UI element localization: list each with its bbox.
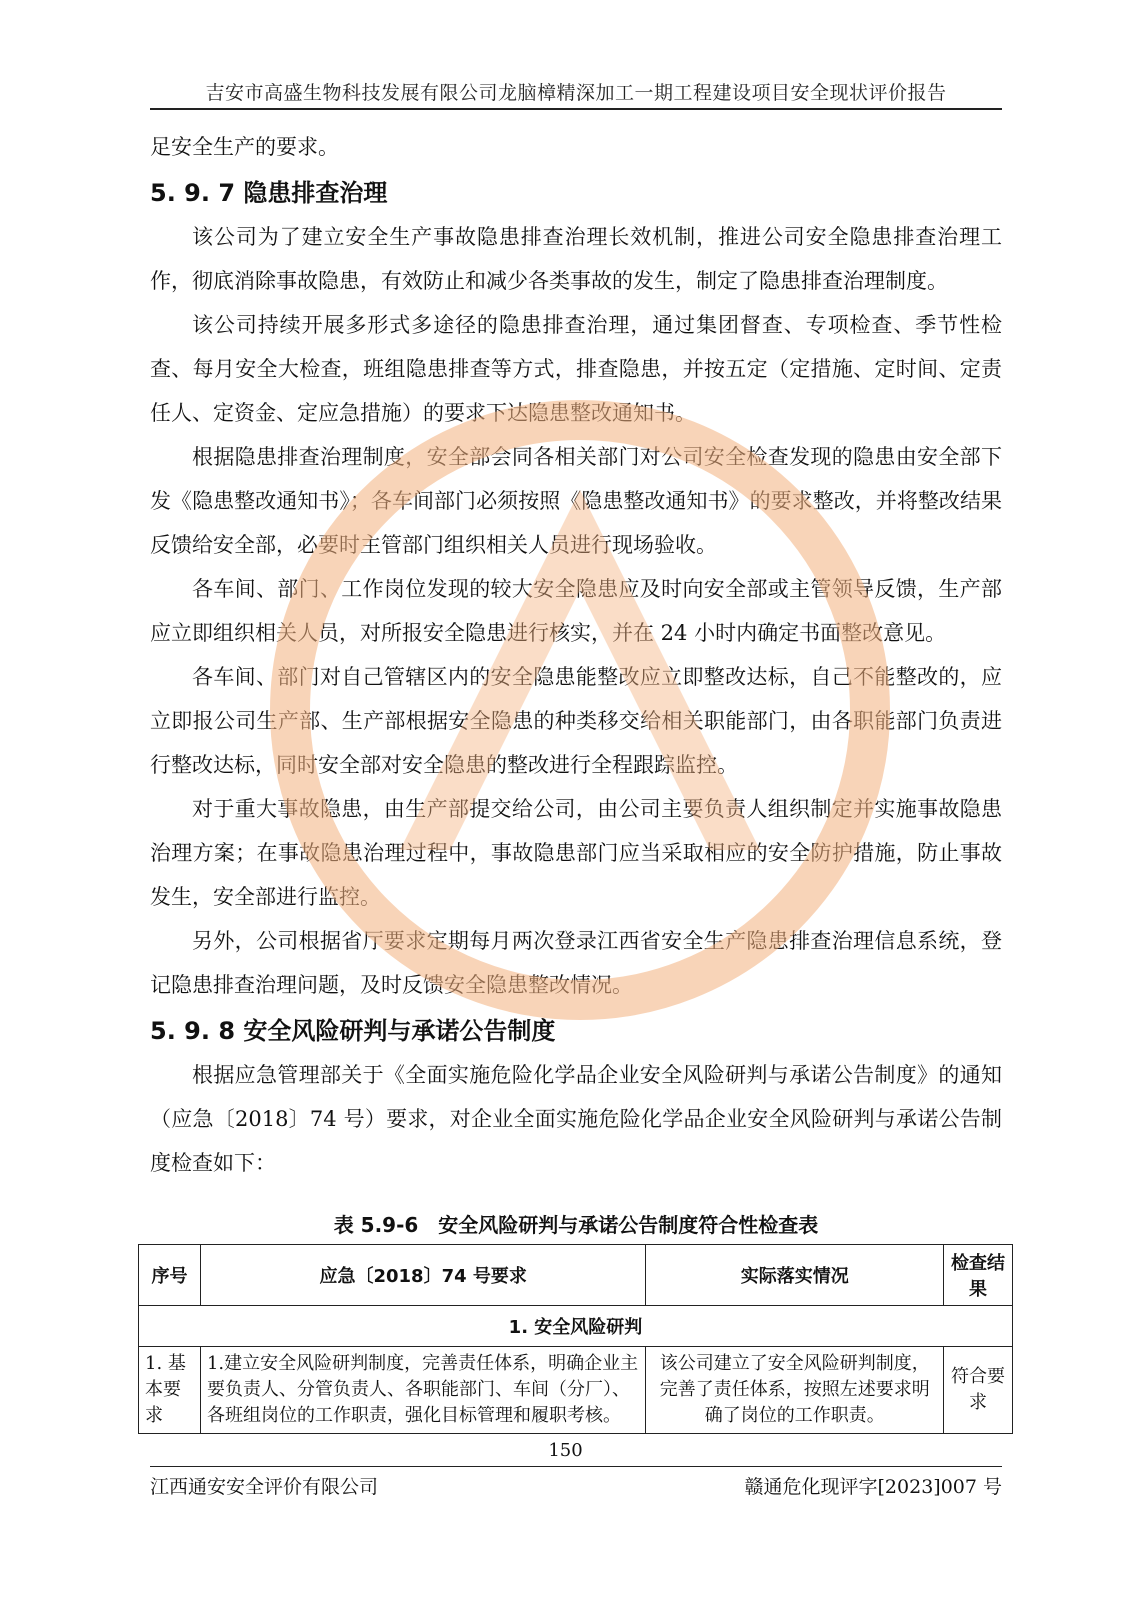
paragraph-597-7: 另外，公司根据省厅要求定期每月两次登录江西省安全生产隐患排查治理信息系统，登记隐患排查治理问题，及时反馈安全隐患整改情况。 — [150, 929, 1002, 997]
table-header-no: 序号 — [139, 1245, 201, 1306]
table-cell-requirement: 1.建立安全风险研判制度，完善责任体系，明确企业主要负责人、分管负责人、各职能部门、车间（分厂）、各班组岗位的工作职责，强化目标管理和履职考核。 — [200, 1347, 645, 1434]
table-cell-status: 该公司建立了安全风险研判制度，完善了责任体系，按照左述要求明确了岗位的工作职责。 — [646, 1347, 944, 1434]
compliance-check-table — [138, 1244, 1013, 1434]
paragraph-597-3: 根据隐患排查治理制度，安全部会同各相关部门对公司安全检查发现的隐患由安全部下发《隐患整改通知书》；各车间部门必须按照《隐患整改通知书》的要求整改，并将整改结果反馈给安全部，必要时主管部门组织相关人员进行现场验收。 — [150, 445, 1002, 557]
footer-doc-number: 赣通危化现评字[2023]007 号 — [744, 1476, 1002, 1498]
paragraph-597-4: 各车间、部门、工作岗位发现的较大安全隐患应及时向安全部或主管领导反馈，生产部应立即组织相关人员，对所报安全隐患进行核实，并在 24 小时内确定书面整改意见。 — [150, 577, 1002, 645]
lead-paragraph: 足安全生产的要求。 — [150, 135, 339, 159]
table-header-requirement: 应急〔2018〕74 号要求 — [200, 1245, 645, 1306]
table-header-status: 实际落实情况 — [646, 1245, 944, 1306]
table-section-row — [139, 1306, 1013, 1347]
table-cell-no: 1. 基本要求 — [139, 1347, 201, 1434]
table-caption: 表 5.9-6 安全风险研判与承诺公告制度符合性检查表 — [333, 1213, 819, 1237]
section-heading-597: 5. 9. 7 隐患排查治理 — [150, 179, 388, 207]
paragraph-598-1: 根据应急管理部关于《全面实施危险化学品企业安全风险研判与承诺公告制度》的通知（应急〔2018〕74 号）要求，对企业全面实施危险化学品企业安全风险研判与承诺公告制度检查如下： — [150, 1063, 1002, 1175]
table-cell-result: 符合要求 — [944, 1347, 1013, 1434]
footer-company: 江西通安安全评价有限公司 — [150, 1476, 379, 1498]
table-row — [139, 1347, 1013, 1434]
document-body — [145, 125, 1006, 1434]
page-header-title: 吉安市高盛生物科技发展有限公司龙脑樟精深加工一期工程建设项目安全现状评价报告 — [205, 82, 947, 104]
paragraph-597-6: 对于重大事故隐患，由生产部提交给公司，由公司主要负责人组织制定并实施事故隐患治理方案；在事故隐患治理过程中，事故隐患部门应当采取相应的安全防护措施，防止事故发生，安全部进行监控。 — [150, 797, 1002, 909]
table-header-result: 检查结果 — [944, 1245, 1013, 1306]
page-number: 150 — [548, 1440, 583, 1461]
header-divider — [150, 108, 1002, 110]
paragraph-597-1: 该公司为了建立安全生产事故隐患排查治理长效机制，推进公司安全隐患排查治理工作，彻底消除事故隐患，有效防止和减少各类事故的发生，制定了隐患排查治理制度。 — [150, 225, 1002, 293]
section-heading-598: 5. 9. 8 安全风险研判与承诺公告制度 — [150, 1017, 556, 1045]
table-section-title: 1. 安全风险研判 — [139, 1306, 1013, 1347]
paragraph-597-2: 该公司持续开展多形式多途径的隐患排查治理，通过集团督查、专项检查、季节性检查、每月安全大检查，班组隐患排查等方式，排查隐患，并按五定（定措施、定时间、定责任人、定资金、定应急措施）的要求下达隐患整改通知书。 — [150, 313, 1002, 425]
footer-divider — [150, 1466, 1002, 1467]
paragraph-597-5: 各车间、部门对自己管辖区内的安全隐患能整改应立即整改达标，自己不能整改的，应立即报公司生产部、生产部根据安全隐患的种类移交给相关职能部门，由各职能部门负责进行整改达标，同时安全部对安全隐患的整改进行全程跟踪监控。 — [150, 665, 1002, 777]
table-header-row — [139, 1245, 1013, 1306]
